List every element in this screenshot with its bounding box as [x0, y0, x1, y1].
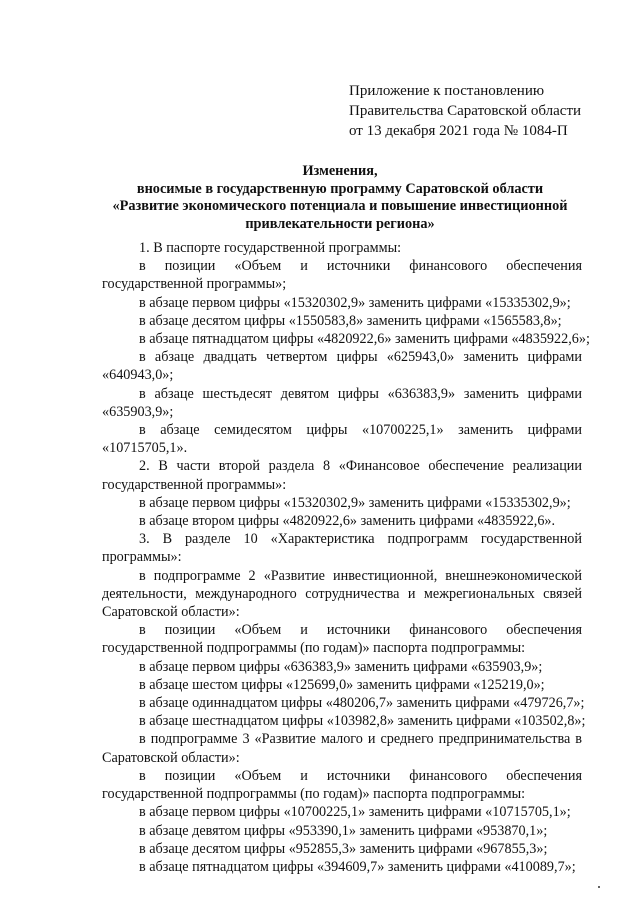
appendix-line: от 13 декабря 2021 года № 1084-П: [349, 123, 568, 139]
paragraph: в абзаце десятом цифры «952855,3» заменить цифрами «967855,3»;: [139, 840, 548, 857]
paragraph: в абзаце пятнадцатом цифры «4820922,6» заменить цифрами «4835922,6»;: [139, 331, 590, 348]
paragraph: в абзаце первом цифры «636383,9» заменить цифрами «635903,9»;: [139, 658, 543, 675]
appendix-line: Приложение к постановлению: [349, 83, 545, 99]
document-body: [102, 239, 590, 876]
document-title: [100, 163, 580, 233]
paragraph: в подпрограмме 3 «Развитие малого и среднего предпринимательства в Саратовской области»:: [102, 731, 582, 766]
paragraph: в абзаце девятом цифры «953390,1» заменить цифрами «953870,1»;: [139, 822, 548, 839]
paragraph: в абзаце первом цифры «15320302,9» заменить цифрами «15335302,9»;: [139, 494, 571, 511]
paragraph: в позиции «Объем и источники финансового обеспечения государственной программы»;: [102, 258, 582, 293]
scan-speck: [598, 886, 600, 888]
appendix-line: Правительства Саратовской области: [349, 103, 582, 119]
paragraph: в позиции «Объем и источники финансового обеспечения государственной подпрограммы (по годам)» паспорта подпрограммы:: [102, 767, 582, 803]
paragraph: в абзаце семидесятом цифры «10700225,1» заменить цифрами «10715705,1».: [102, 422, 582, 457]
paragraph: 3. В разделе 10 «Характеристика подпрограмм государственной программы»:: [102, 531, 582, 566]
paragraph: в абзаце первом цифры «10700225,1» заменить цифрами «10715705,1»;: [139, 804, 571, 821]
paragraph: в абзаце десятом цифры «1550583,8» заменить цифрами «1565583,8»;: [139, 312, 562, 329]
paragraph: в абзаце втором цифры «4820922,6» заменить цифрами «4835922,6».: [139, 513, 556, 530]
paragraph: в позиции «Объем и источники финансового обеспечения государственной подпрограммы (по годам)» паспорта подпрограммы:: [102, 622, 582, 657]
paragraph: в абзаце шестьдесят девятом цифры «636383,9» заменить цифрами «635903,9»;: [102, 385, 582, 420]
title-line: Изменения,: [302, 163, 378, 179]
title-line: «Развитие экономического потенциала и повышение инвестиционной привлекательности региона»: [112, 198, 568, 232]
paragraph: 1. В паспорте государственной программы:: [139, 240, 402, 256]
paragraph: в абзаце первом цифры «15320302,9» заменить цифрами «15335302,9»;: [139, 294, 571, 311]
paragraph: в абзаце шестом цифры «125699,0» заменить цифрами «125219,0»;: [139, 676, 545, 693]
title-line: вносимые в государственную программу Саратовской области: [136, 180, 544, 197]
paragraph: в абзаце двадцать четвертом цифры «625943,0» заменить цифрами «640943,0»;: [102, 349, 582, 384]
appendix-header: [349, 81, 581, 141]
paragraph: в абзаце одиннадцатом цифры «480206,7» заменить цифрами «479726,7»;: [139, 695, 585, 712]
paragraph: в подпрограмме 2 «Развитие инвестиционной, внешнеэкономической деятельности, международного сотрудничества и межрегиональных связей Саратовской области»:: [102, 567, 582, 621]
paragraph: в абзаце шестнадцатом цифры «103982,8» заменить цифрами «103502,8»;: [139, 713, 586, 730]
paragraph: в абзаце пятнадцатом цифры «394609,7» заменить цифрами «410089,7»;: [139, 858, 576, 875]
paragraph: 2. В части второй раздела 8 «Финансовое обеспечение реализации государственной программы»:: [102, 458, 582, 493]
